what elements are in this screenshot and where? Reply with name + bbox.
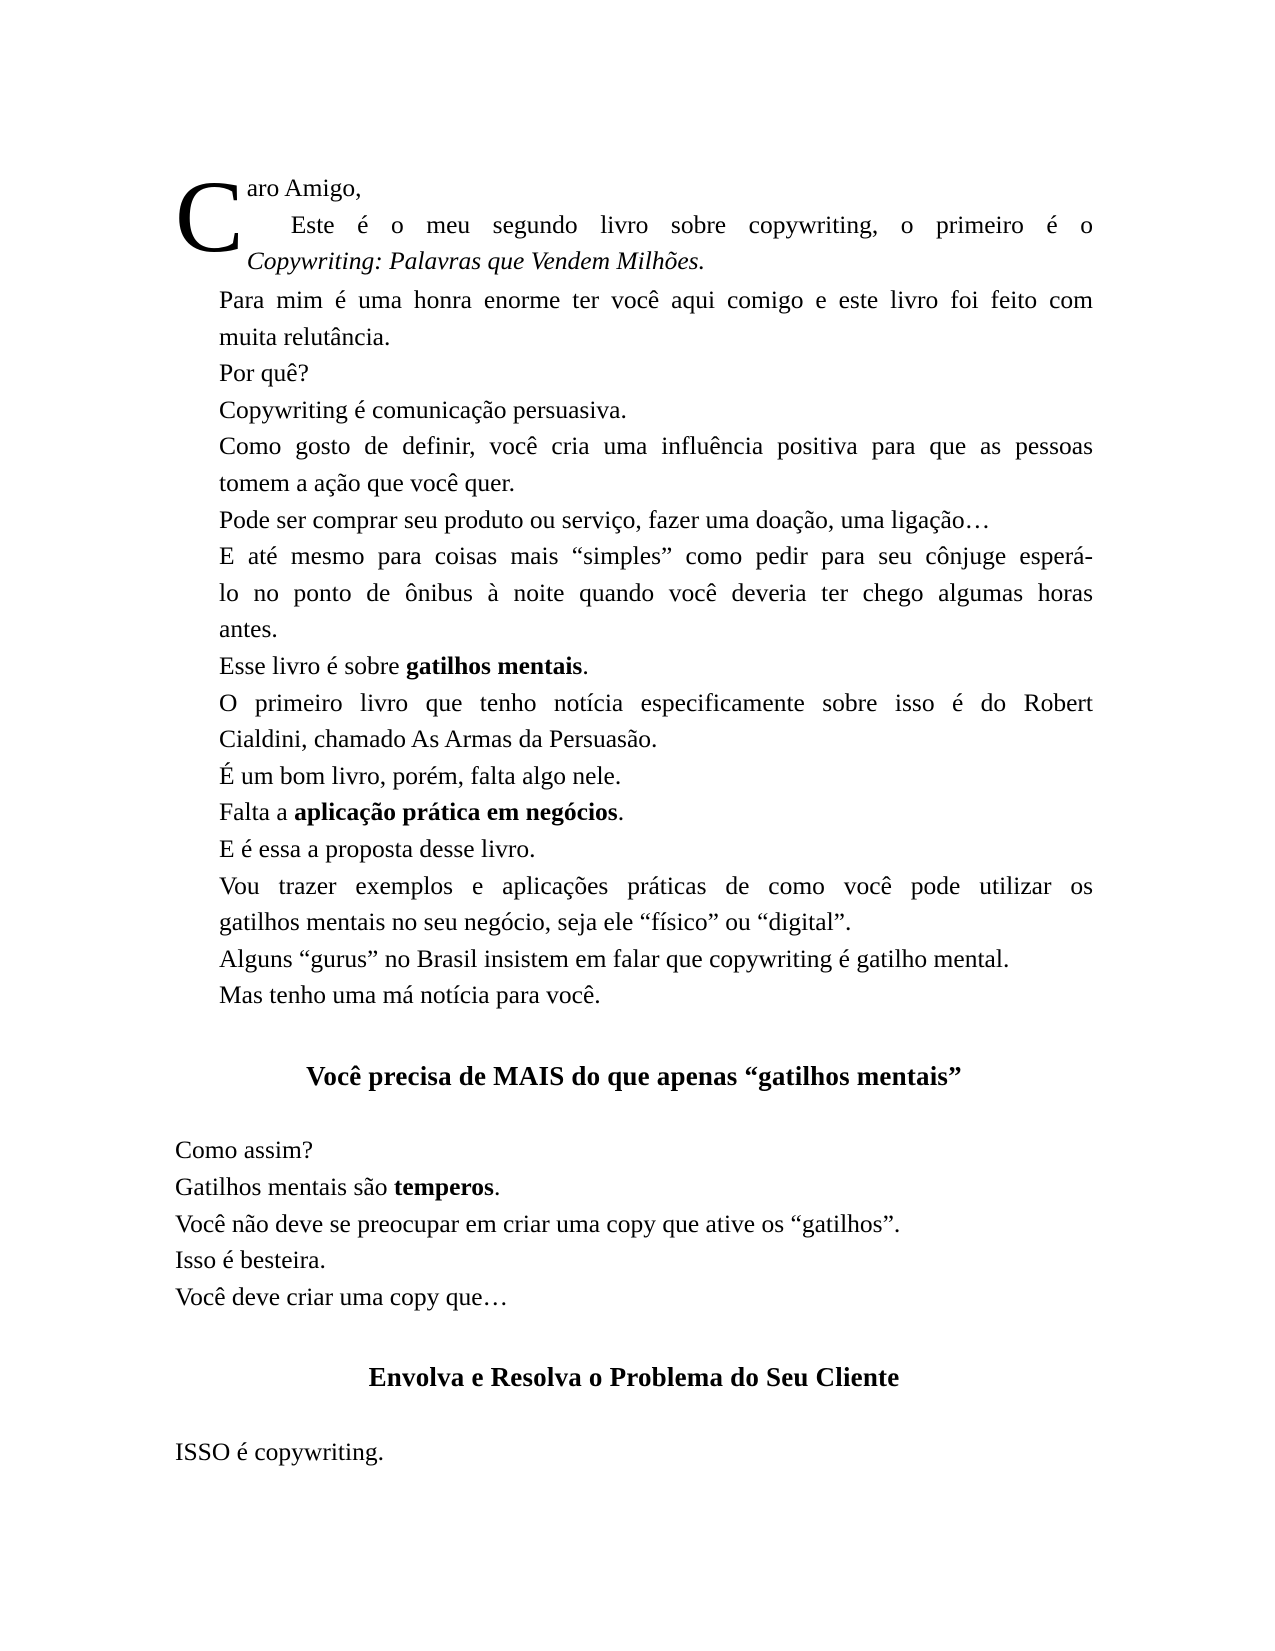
paragraph-proposta: E é essa a proposta desse livro. xyxy=(219,833,536,863)
paragraph-ma-noticia: Mas tenho uma má notícia para você. xyxy=(219,980,601,1010)
opening-line-2: Este é o meu segundo livro sobre copywriting, o primeiro é o xyxy=(290,209,1093,239)
line-criar-copy: Você deve criar uma copy que… xyxy=(175,1281,509,1311)
paragraph-conjuge-line-2: lo no ponto de ônibus à noite quando você deveria ter chego algumas horas xyxy=(219,577,1093,607)
paragraph-exemplos-line-1: Vou trazer exemplos e aplicações práticas de como você pode utilizar os xyxy=(219,870,1093,900)
line-preocupar: Você não deve se preocupar em criar uma copy que ative os “gatilhos”. xyxy=(175,1208,901,1238)
paragraph-conjuge-line-3: antes. xyxy=(219,614,278,644)
opening-paragraph xyxy=(175,160,1093,282)
paragraph-exemplos-line-2: gatilhos mentais no seu negócio, seja ele “físico” ou “digital”. xyxy=(219,907,852,937)
spacer-before-heading-2 xyxy=(175,1315,1093,1359)
paragraph-honra xyxy=(175,282,1093,355)
opening-line-1: aro Amigo, xyxy=(246,173,362,202)
section-heading-2: Envolva e Resolva o Problema do Seu Cliente xyxy=(368,1362,900,1393)
drop-cap-letter: C xyxy=(175,160,244,274)
paragraph-bom-livro: É um bom livro, porém, falta algo nele. xyxy=(219,760,622,790)
line-temperos-suffix: . xyxy=(493,1172,501,1202)
paragraph-esse-livro-suffix: . xyxy=(582,650,589,680)
paragraph-exemplos xyxy=(175,868,1093,941)
opening-line-3-tail: . xyxy=(698,246,705,276)
paragraph-definir xyxy=(175,428,1093,501)
paragraph-comprar: Pode ser comprar seu produto ou serviço, fazer uma doação, uma ligação… xyxy=(219,504,991,534)
paragraph-definir-line-1: Como gosto de definir, você cria uma influência positiva para que as pessoas xyxy=(219,431,1093,461)
line-como-assim: Como assim? xyxy=(175,1135,314,1165)
document-body xyxy=(175,160,1093,1471)
paragraph-falta xyxy=(175,794,1093,831)
paragraph-honra-line-1: Para mim é uma honra enorme ter você aqui comigo e este livro foi feito com xyxy=(219,285,1093,314)
line-temperos-prefix: Gatilhos mentais são xyxy=(175,1172,394,1202)
paragraph-cialdini-line-1: O primeiro livro que tenho notícia especificamente sobre isso é do Robert xyxy=(219,687,1093,717)
book-title-italic: Copywriting: Palavras que Vendem Milhões xyxy=(246,246,699,276)
paragraph-honra-line-2: muita relutância. xyxy=(219,321,391,351)
section-heading-1: Você precisa de MAIS do que apenas “gatilhos mentais” xyxy=(306,1060,962,1091)
line-besteira: Isso é besteira. xyxy=(175,1245,326,1275)
paragraph-esse-livro xyxy=(175,648,1093,685)
opening-line-3 xyxy=(175,243,1093,280)
spacer-after-heading-1 xyxy=(175,1094,1093,1132)
bold-temperos: temperos xyxy=(393,1172,494,1202)
paragraph-cialdini-line-2: Cialdini, chamado As Armas da Persuasão. xyxy=(219,724,658,754)
spacer-before-heading-1 xyxy=(175,1014,1093,1058)
paragraph-falta-suffix: . xyxy=(617,797,625,827)
bold-aplicacao-pratica: aplicação prática em negócios xyxy=(294,797,618,827)
line-temperos xyxy=(175,1169,1093,1206)
paragraph-esse-livro-prefix: Esse livro é sobre xyxy=(219,650,406,680)
paragraph-conjuge-line-1: E até mesmo para coisas mais “simples” como pedir para seu cônjuge esperá- xyxy=(219,541,1093,571)
spacer-after-heading-2 xyxy=(175,1396,1093,1434)
paragraph-conjuge xyxy=(175,538,1093,648)
bold-gatilhos-mentais: gatilhos mentais xyxy=(405,650,583,680)
paragraph-porque: Por quê? xyxy=(219,358,309,388)
closing-line: ISSO é copywriting. xyxy=(175,1437,384,1467)
paragraph-falta-prefix: Falta a xyxy=(219,797,295,827)
paragraph-definir-line-2: tomem a ação que você quer. xyxy=(219,467,515,497)
paragraph-cialdini xyxy=(175,685,1093,758)
paragraph-gurus: Alguns “gurus” no Brasil insistem em falar que copywriting é gatilho mental. xyxy=(219,943,1010,973)
paragraph-comunicacao: Copywriting é comunicação persuasiva. xyxy=(219,394,627,424)
